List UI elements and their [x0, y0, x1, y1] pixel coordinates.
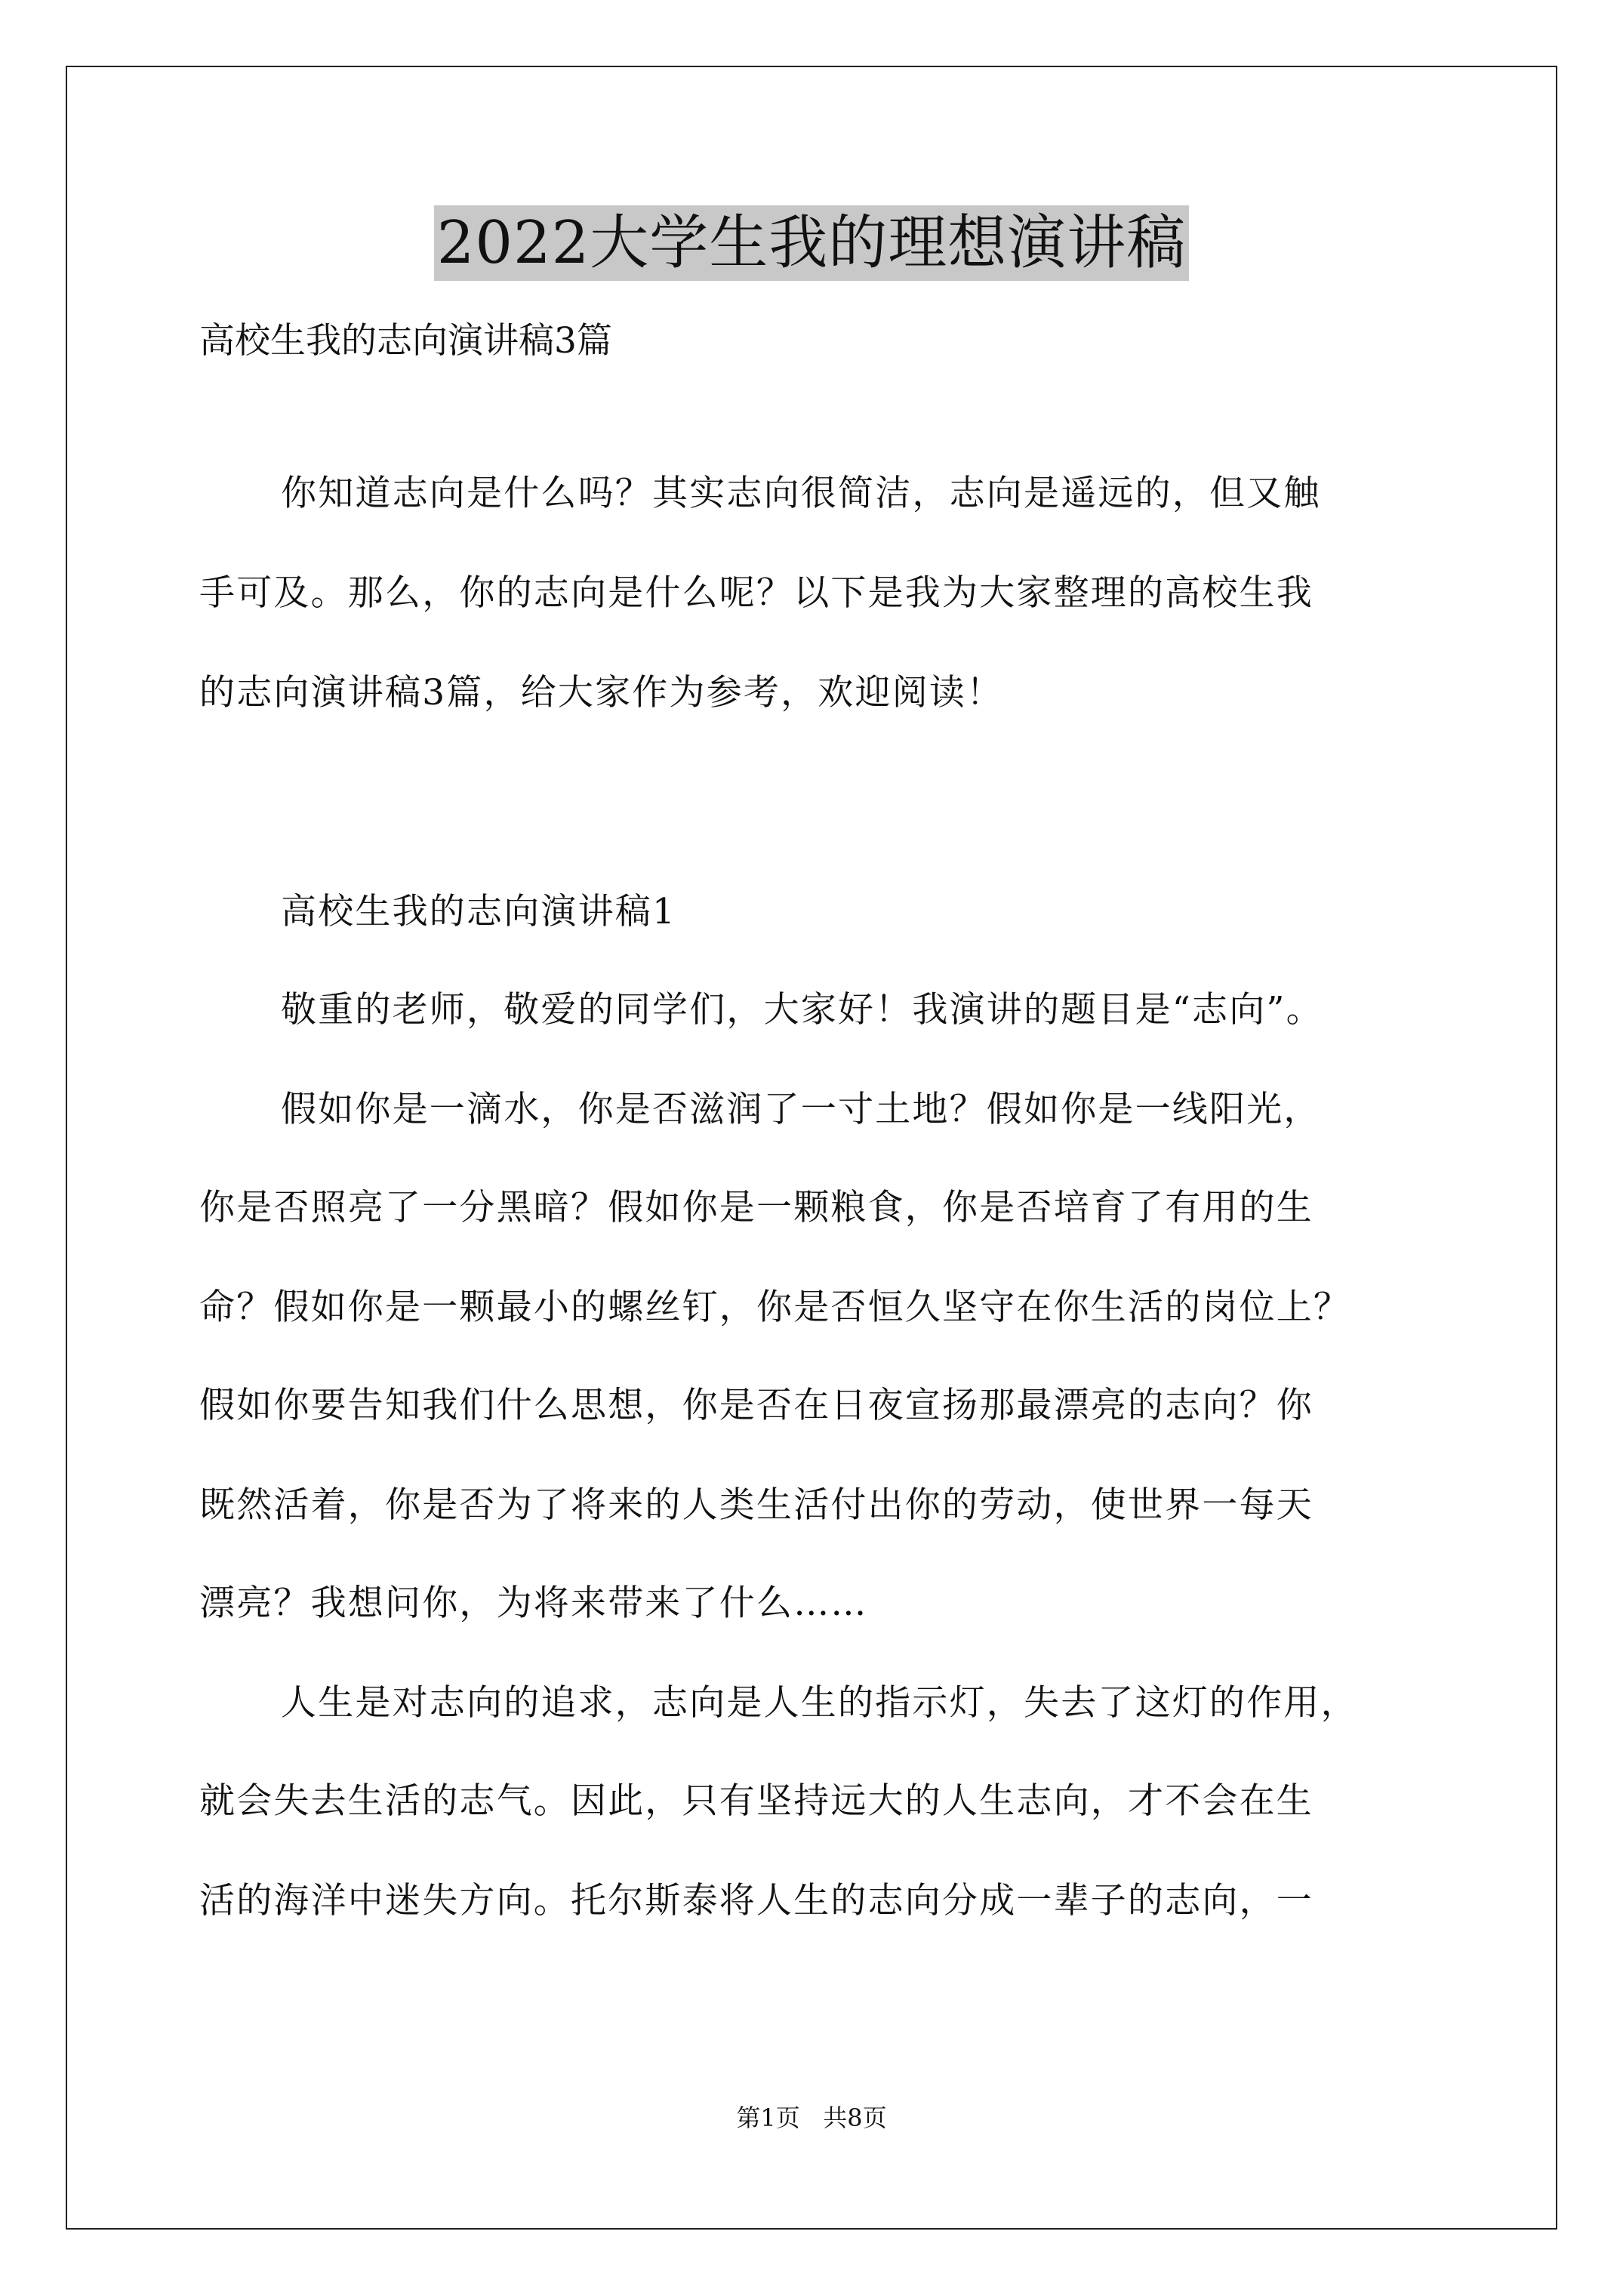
paragraph-line: 假如你要告知我们什么思想，你是否在日夜宣扬那最漂亮的志向？你: [199, 1385, 1313, 1426]
paragraph-line: 假如你是一滴水，你是否滋润了一寸土地？假如你是一线阳光，: [281, 1089, 1321, 1130]
paragraph-line: 你是否照亮了一分黑暗？假如你是一颗粮食，你是否培育了有用的生: [199, 1187, 1313, 1228]
paragraph-line: 人生是对志向的追求，志向是人生的指示灯，失去了这灯的作用，: [281, 1682, 1358, 1724]
paragraph-line: 漂亮？我想问你，为将来带来了什么……: [199, 1583, 868, 1624]
document-subtitle: 高校生我的志向演讲稿3篇: [199, 320, 612, 362]
paragraph-line: 就会失去生活的志气。因此，只有坚持远大的人生志向，才不会在生: [199, 1780, 1313, 1822]
paragraph-line: 敬重的老师，敬爱的同学们，大家好！我演讲的题目是“志向”。: [281, 989, 1323, 1031]
paragraph-line: 手可及。那么，你的志向是什么呢？以下是我为大家整理的高校生我: [199, 572, 1313, 614]
paragraph-line: 的志向演讲稿3篇，给大家作为参考，欢迎阅读！: [199, 672, 1004, 713]
title-container: [0, 205, 1623, 281]
paragraph-line: 命？假如你是一颗最小的螺丝钉，你是否恒久坚守在你生活的岗位上？: [199, 1287, 1351, 1328]
paragraph-line: 活的海洋中迷失方向。托尔斯泰将人生的志向分成一辈子的志向，一: [199, 1880, 1313, 1922]
paragraph-line: 既然活着，你是否为了将来的人类生活付出你的劳动，使世界一每天: [199, 1484, 1313, 1526]
section-heading: 高校生我的志向演讲稿1: [281, 891, 677, 932]
page-number-footer: 第1页 共8页: [736, 2103, 887, 2132]
document-title: 2022大学生我的理想演讲稿: [434, 205, 1190, 281]
paragraph-line: 你知道志向是什么吗？其实志向很简洁，志向是遥远的，但又触: [281, 473, 1321, 514]
